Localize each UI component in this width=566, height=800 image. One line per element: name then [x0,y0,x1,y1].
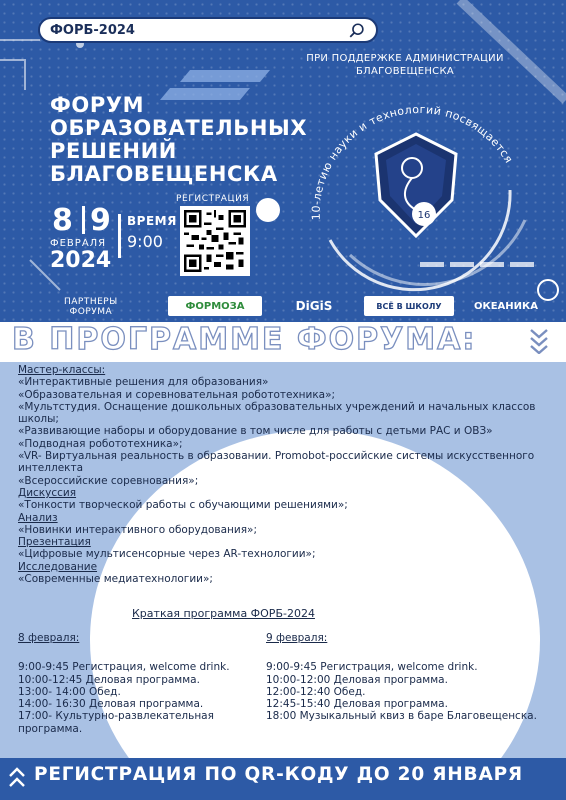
support-line-1: ПРИ ПОДДЕРЖКЕ АДМИНИСТРАЦИИ [306,53,504,64]
program-item: «Всероссийские соревнования»; [18,474,199,487]
search-icon[interactable] [348,22,366,40]
program-item: «Мультстудия. Оснащение дошкольных образовательных учреждений и начальных классов школы; [18,400,536,426]
day-2-row: 9:00-9:45 Регистрация, welcome drink. [266,661,478,674]
day-2-row: 12:00-12:40 Обед. [266,685,366,698]
title-line-3: РЕШЕНИЙ [50,139,177,163]
day-2-row: 18:00 Музыкальный квиз в баре Благовещенска. [266,710,537,723]
program-title: В ПРОГРАММЕ ФОРУМА: [12,322,477,357]
program-item: «Современные медиатехнологии»; [18,573,213,586]
day-2-row: 12:45-15:40 Деловая программа. [266,698,448,711]
program-item: «Развивающие наборы и оборудование в том числе для работы с детьми РАС и ОВЗ» [18,425,493,438]
partner-logo-vse-v-shkolu: ВСЁ В ШКОЛУ [364,296,454,316]
time-label: ВРЕМЯ [127,214,177,228]
qr-code-icon [184,210,246,272]
partner-logo-formoza: ФОРМОЗА [168,296,262,316]
partners-label-line-2: ФОРУМА [69,307,113,317]
program-section-header: Мастер-классы: [18,364,106,376]
time-box [118,214,177,258]
emblem-number: 16 [417,210,431,221]
program-item: «Подводная робототехника»; [18,437,183,450]
date-separator [82,206,85,234]
program-item: «Образовательная и соревновательная робототехника»; [18,388,336,401]
time-value: 9:00 [127,232,163,251]
date-day-1: 8 [52,203,73,238]
forum-emblem-icon [372,130,460,240]
program-section-header: Презентация [18,536,91,549]
support-text [280,52,530,78]
day-2-row: 10:00-12:00 Деловая программа. [266,673,448,686]
title-line-4: БЛАГОВЕЩЕНСКА [50,162,278,186]
short-program-title: Краткая программа ФОРБ-2024 [132,607,315,620]
support-line-2: БЛАГОВЕЩЕНСКА [356,66,454,77]
schedule-day-2 [266,632,566,723]
partners-label [64,297,118,317]
forum-title [50,94,307,186]
chevron-down-icon [528,326,550,354]
chevron-up-icon [8,766,26,790]
date-year: 2024 [50,248,112,273]
day-1-row: 10:00-12:45 Деловая программа. [18,673,200,686]
day-1-row: 17:00- Культурно-развлекательная программа. [18,710,214,735]
partner-logo-digis: DiGiS [295,299,333,313]
program-item: «VR- Виртуальная реальность в образовании. Promobot-российские системы искусственного интеллекта [18,450,535,475]
search-bar[interactable] [38,17,378,43]
program-item: «Интерактивные решения для образования» [18,376,269,389]
program-item: «Цифровые мультисенсорные через AR-технологии»; [18,548,316,561]
program-items [18,364,548,585]
day-1-row: 9:00-9:45 Регистрация, welcome drink. [18,661,230,674]
schedule-day-1 [18,632,268,735]
footer-registration-text[interactable]: РЕГИСТРАЦИЯ ПО QR-КОДУ ДО 20 ЯНВАРЯ [34,764,523,785]
arc-text-path: 10-летию науки и технологий посвящается [309,103,516,221]
day-2-label: 9 февраля: [266,632,328,644]
day-1-row: 14:00- 16:30 Деловая программа. [18,698,204,711]
day-1-row: 13:00- 14:00 Обед. [18,685,121,698]
program-item: «Новинки интерактивного оборудования»; [18,523,258,536]
title-line-2: ОБРАЗОВАТЕЛЬНЫХ [50,116,308,140]
header-banner [0,0,566,322]
program-item: «Тонкости творческой работы с обучающими решениями»; [18,499,348,512]
date-month: ФЕВРАЛЯ [50,238,107,249]
program-section-header: Анализ [18,511,58,524]
title-line-1: ФОРУМ [50,93,145,117]
registration-qr-code[interactable] [180,206,250,276]
partners-label-line-1: ПАРТНЕРЫ [64,297,118,307]
partner-logo-okeanika: ОКЕАНИКА [474,300,538,312]
registration-label: РЕГИСТРАЦИЯ [176,194,250,204]
day-1-label: 8 февраля: [18,632,80,644]
date-day-2: 9 [90,203,111,238]
search-query: ФОРБ-2024 [50,22,135,38]
program-section-header: Исследование [18,560,98,573]
program-section-header: Дискуссия [18,486,77,499]
